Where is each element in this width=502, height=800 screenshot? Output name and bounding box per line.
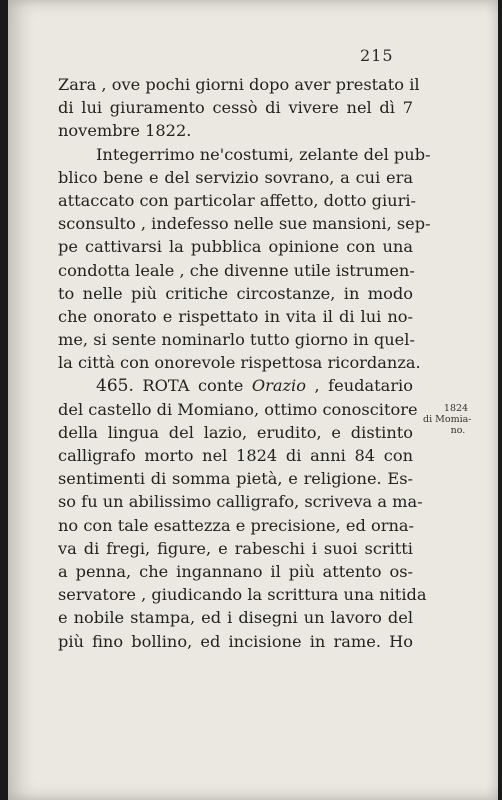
text-line: no con tale esattezza e precisione, ed orna-	[58, 515, 415, 535]
text-line: pe cattivarsi la pubblica opinione con una	[58, 237, 413, 257]
text-line: che onorato e rispettato in vita il di lui no-	[58, 306, 413, 326]
page-number: 215	[360, 46, 394, 65]
text-line: più fino bollino, ed incisione in rame. Ho	[58, 631, 413, 651]
text-line: e nobile stampa, ed i disegni un lavoro del	[58, 608, 413, 628]
entry-name: ROTA conte	[142, 376, 244, 396]
text-line: calligrafo morto nel 1824 di anni 84 con	[58, 446, 413, 465]
text-line: sentimenti di somma pietà, e religione. Es-	[58, 469, 413, 489]
text-line: attaccato con particolar affetto, dotto giuri-	[58, 190, 416, 210]
text-line: va di fregi, figure, e rabeschi i suoi scritti	[58, 538, 413, 558]
entry-heading-line	[58, 374, 413, 397]
book-page	[8, 0, 498, 800]
text-line: della lingua del lazio, erudito, e distinto	[58, 422, 413, 442]
text-line: me, si sente nominarlo tutto giorno in quel-	[58, 330, 415, 350]
text-line: so fu un abilissimo calligrafo, scriveva a ma-	[58, 492, 423, 512]
text-line: di lui giuramento cessò di vivere nel dì 7	[58, 98, 413, 118]
text-line: servatore , giudicando la scrittura una nitida	[58, 585, 427, 605]
text-line: condotta leale , che divenne utile istrumen-	[58, 260, 415, 280]
body-text	[58, 73, 431, 653]
text-line: la città con onorevole rispettosa ricordanza.	[58, 353, 421, 373]
margin-note-place-end: no.	[450, 425, 466, 436]
text-line: del castello di Momiano, ottimo conoscitore	[58, 399, 418, 419]
text-line: to nelle più critiche circostanze, in modo	[58, 283, 413, 303]
text-line: Zara , ove pochi giorni dopo aver prestato il	[58, 75, 420, 94]
text-line: Integerrimo ne'costumi, zelante del pub-	[96, 144, 431, 164]
margin-note-place: di Momia-	[423, 414, 472, 425]
text-line: a penna, che ingannano il più attento os-	[58, 561, 413, 581]
text-line: sconsulto , indefesso nelle sue mansioni, sep-	[58, 214, 431, 234]
text-line: novembre 1822.	[58, 121, 192, 141]
entry-first-line-rest: , feudatario	[314, 376, 413, 396]
margin-note	[423, 403, 483, 436]
margin-note-year: 1824	[443, 403, 469, 414]
text-line: blico bene e del servizio sovrano, a cui era	[58, 167, 413, 187]
entry-number: 465.	[96, 376, 134, 397]
entry-given-name: Orazio	[251, 376, 306, 396]
